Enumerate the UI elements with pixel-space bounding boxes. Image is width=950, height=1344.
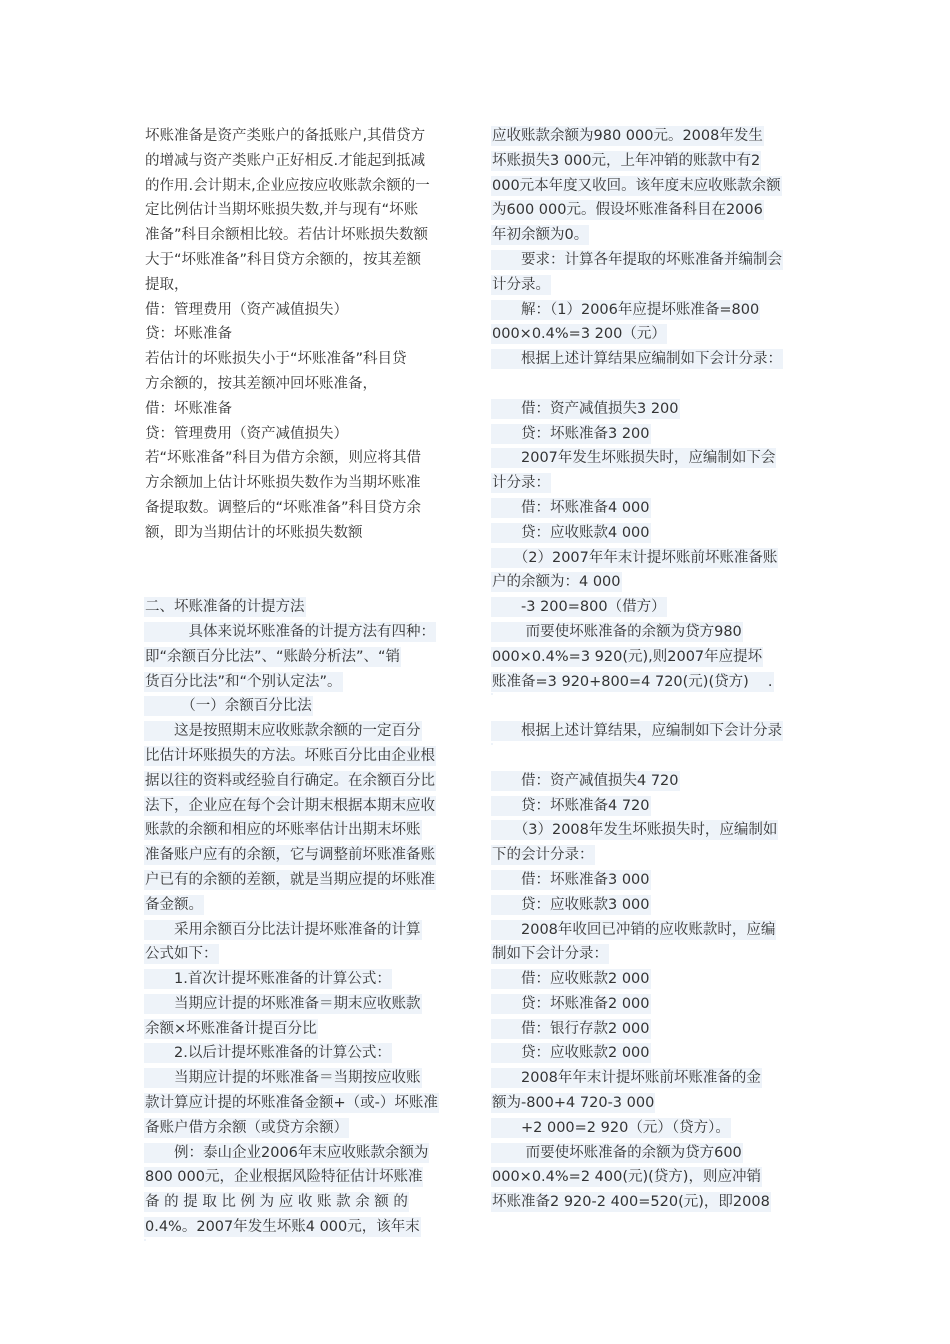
text-line: 000元本年度又收回。该年度末应收账款余额 (492, 177, 781, 194)
text-line: 而要使坏账准备的余额为贷方600 (492, 1144, 742, 1161)
section-heading: 二、坏账准备的计提方法 (145, 599, 305, 616)
example-line: 备 的 提 取 比 例 为 应 收 账 款 余 额 的 (145, 1194, 408, 1211)
text-line: 要求：计算各年提取的坏账准备并编制会 (492, 251, 782, 268)
text-line: 借：坏账准备 (145, 400, 232, 417)
subsection-heading: （一）余额百分比法 (145, 698, 312, 715)
formula-line: 2.以后计提坏账准备的计算公式： (145, 1045, 391, 1062)
journal-entry: 借：资产减值损失3 200 (492, 400, 679, 417)
journal-entry: 贷：应收账款3 000 (492, 896, 650, 913)
journal-entry: 借：应收账款2 000 (492, 971, 650, 988)
text-line: 贷：坏账准备 (145, 326, 232, 343)
text-line: （2）2007年年末计提坏账前坏账准备账 (492, 549, 778, 566)
text-line: -3 200=800（借方） (492, 599, 666, 616)
text-line: 若“坏账准备”科目为借方余额，则应将其借 (145, 450, 422, 467)
text-line: 账款的余额和相应的坏账率估计出期末坏账 (145, 822, 421, 839)
text-line: 坏账损失3 000元，上年冲销的账款中有2 (492, 152, 761, 169)
text-line: 解：（1）2006年应提坏账准备=800 (492, 301, 760, 318)
text-line: 准备账户应有的余额，它与调整前坏账准备账 (145, 847, 435, 864)
right-column (492, 124, 814, 1215)
text-line: 计分录： (492, 475, 550, 492)
text-line: 的增减与资产类账户正好相反.才能起到抵减 (145, 152, 426, 169)
text-line: 贷：管理费用（资产减值损失） (145, 425, 348, 442)
text-line: 大于“坏账准备”科目贷方余额的，按其差额 (145, 251, 422, 268)
left-column (145, 124, 463, 1265)
example-line: 0.4%。2007年发生坏账4 000元，该年末 (145, 1219, 420, 1236)
text-line: 定比例估计当期坏账损失数,并与现有“坏账 (145, 202, 419, 219)
text-line: 采用余额百分比法计提坏账准备的计算 (145, 921, 421, 938)
text-line: 根据上述计算结果应编制如下会计分录： (492, 351, 782, 368)
text-line: 2008年年末计提坏账前坏账准备的金 (492, 1070, 761, 1087)
text-line: 备提取数。调整后的“坏账准备”科目贷方余 (145, 499, 422, 516)
formula-heading: 当期应计提的坏账准备＝当期按应收账 (145, 1070, 421, 1087)
text-line: （3）2008年发生坏账损失时，应编制如 (492, 822, 778, 839)
text-line: 坏账准备2 920-2 400=520(元)，即2008 (492, 1194, 770, 1211)
text-line: 000×0.4%=3 920(元),则2007年应提坏 (492, 648, 763, 665)
text-line: 准备”科目余额相比较。若估计坏账损失数额 (145, 227, 429, 244)
text-line: 2008年收回已冲销的应收账款时，应编 (492, 921, 776, 938)
journal-entry: 贷：坏账准备4 720 (492, 797, 650, 814)
text-line: 计分录。 (492, 276, 550, 293)
journal-entry: 贷：坏账准备3 200 (492, 425, 650, 442)
text-line: 比估计坏账损失的方法。坏账百分比由企业根 (145, 747, 435, 764)
journal-entry: 借：银行存款2 000 (492, 1020, 650, 1037)
text-line: 下的会计分录： (492, 847, 594, 864)
text-line: 具体来说坏账准备的计提方法有四种： (145, 623, 435, 640)
journal-entry: 借：坏账准备4 000 (492, 499, 650, 516)
formula-line: 例：泰山企业2006年末应收账款余额为 (145, 1144, 429, 1161)
text-line: 000×0.4%=2 400(元)(贷方)，则应冲销 (492, 1169, 761, 1186)
formula-line: 备账户借方余额（或贷方余额） (145, 1119, 348, 1136)
text-line: 即“余额百分比法”、“账龄分析法”、“销 (145, 648, 401, 665)
text-line: 方余额加上估计坏账损失数作为当期坏账准 (145, 475, 421, 492)
text-line: 账准备=3 920+800=4 720(元)(贷方) . (492, 673, 773, 690)
journal-entry: 借：坏账准备3 000 (492, 871, 650, 888)
journal-entry: 贷：坏账准备2 000 (492, 995, 650, 1012)
formula-line: 余额×坏账准备计提百分比 (145, 1020, 317, 1037)
text-line: 为600 000元。假设坏账准备科目在2006 (492, 202, 763, 219)
text-line: 这是按照期末应收账款余额的一定百分 (145, 723, 421, 740)
journal-entry: 借：资产减值损失4 720 (492, 772, 679, 789)
text-line: 额，即为当期估计的坏账损失数额 (145, 524, 363, 541)
text-line: 的作用.会计期末,企业应按应收账款余额的一 (145, 177, 430, 194)
text-line: 借：管理费用（资产减值损失） (145, 301, 348, 318)
text-line: 2007年发生坏账损失时，应编制如下会 (492, 450, 776, 467)
formula-heading: 当期应计提的坏账准备＝期末应收账款 (145, 995, 421, 1012)
text-line: 备金额。 (145, 896, 203, 913)
formula-line: 款计算应计提的坏账准备金额+（或-）坏账准 (145, 1095, 438, 1112)
text-line: 坏账准备是资产类账户的备抵账户,其借贷方 (145, 128, 426, 144)
journal-entry: 贷：应收账款2 000 (492, 1045, 650, 1062)
text-line: +2 000=2 920（元）（贷方）。 (492, 1119, 730, 1136)
text-line: 户的余额为：4 000 (492, 574, 621, 591)
text-line: 000×0.4%=3 200（元） (492, 326, 666, 343)
text-line: 若估计的坏账损失小于“坏账准备”科目贷 (145, 351, 407, 368)
example-line: 800 000元，企业根据风险特征估计坏账准 (145, 1169, 423, 1186)
text-line: 额为-800+4 720-3 000 (492, 1095, 655, 1112)
text-line: 1.首次计提坏账准备的计算公式： (145, 971, 391, 988)
text-line: 法下，企业应在每个会计期末根据本期末应收 (145, 797, 435, 814)
text-line: 货百分比法”和“个别认定法”。 (145, 673, 342, 690)
journal-entry: 贷：应收账款4 000 (492, 524, 650, 541)
text-line: 制如下会计分录： (492, 946, 608, 963)
text-line: 据以往的资料或经验自行确定。在余额百分比 (145, 772, 435, 789)
text-line: 应收账款余额为980 000元。2008年发生 (492, 128, 763, 144)
text-line: 方余额的，按其差额冲回坏账准备， (145, 375, 377, 392)
text-line: 户已有的余额的差额，就是当期应提的坏账准 (145, 871, 435, 888)
text-line: 年初余额为0。 (492, 227, 589, 244)
text-line: 而要使坏账准备的余额为贷方980 (492, 623, 742, 640)
text-line: 根据上述计算结果，应编制如下会计分录 (492, 723, 782, 740)
text-line: 提取， (145, 276, 189, 293)
text-line: 公式如下： (145, 946, 218, 963)
